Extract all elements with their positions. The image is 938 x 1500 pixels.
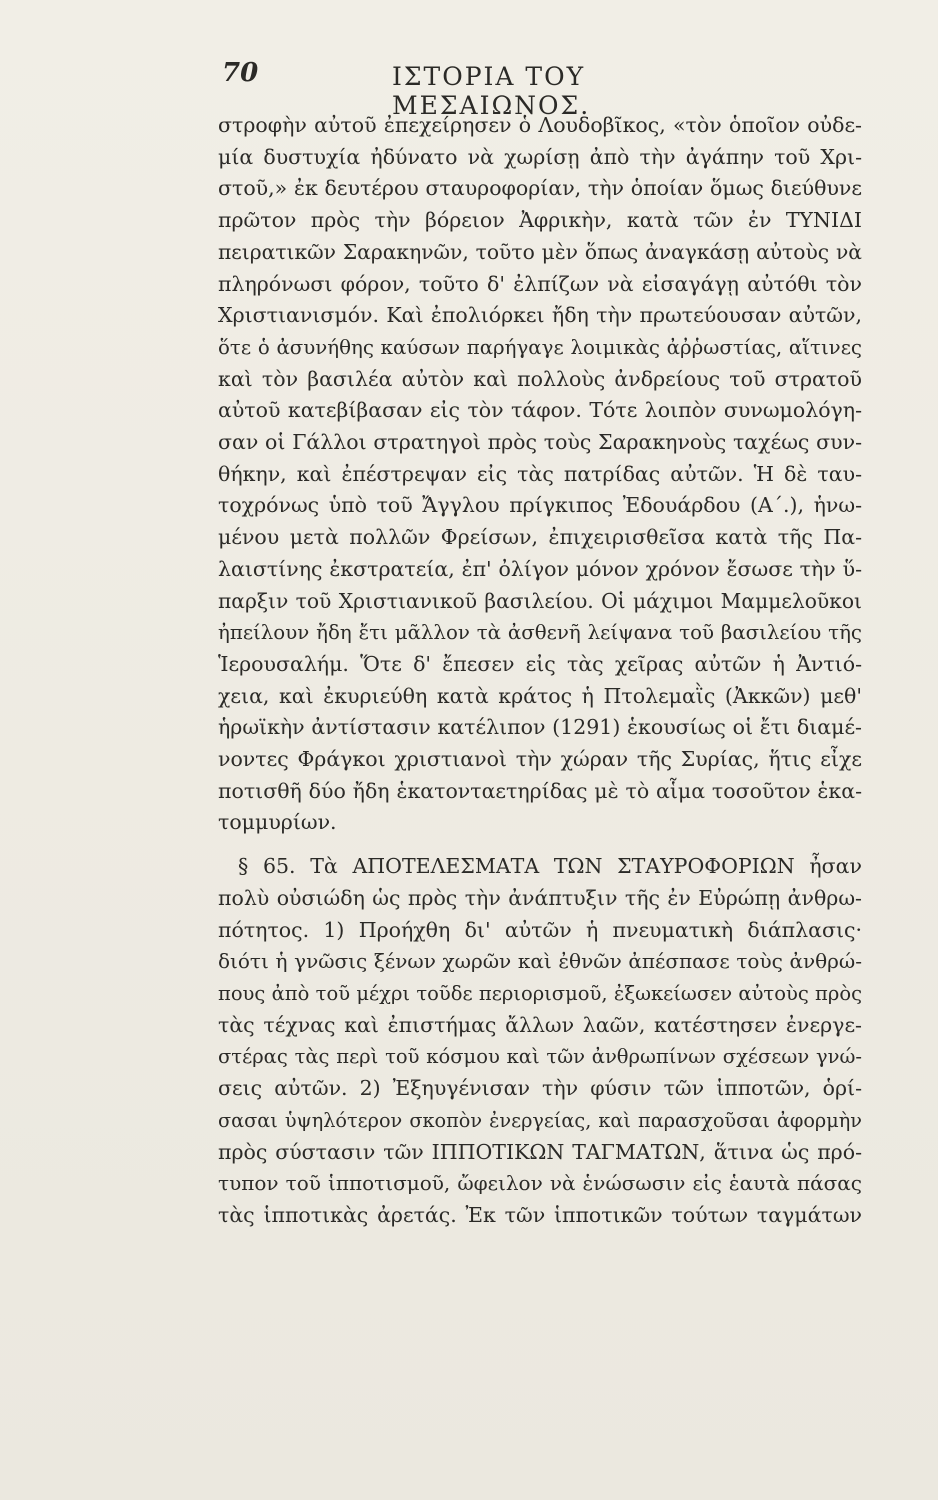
text-line: ἠπείλουν ἤδη ἔτι μᾶλλον τὰ ἀσθενῆ λείψανα τοῦ βασιλείου τῆς (218, 621, 862, 645)
text-line: παρξιν τοῦ Χριστιανικοῦ βασιλείου. Οἱ μάχιμοι Μαμμελοῦκοι (218, 588, 862, 613)
text-line: πειρατικῶν Σαρακηνῶν, τοῦτο μὲν ὅπως ἀναγκάσῃ αὐτοὺς νὰ (218, 239, 862, 264)
text-line: σαν οἱ Γάλλοι στρατηγοὶ πρὸς τοὺς Σαρακηνοὺς ταχέως συν- (218, 430, 862, 455)
text-line: νοντες Φράγκοι χριστιανοὶ τὴν χώραν τῆς Συρίας, ἥτις εἶχε (218, 747, 862, 772)
page-number: 70 (222, 58, 259, 88)
running-title: ΙΣΤΟΡΙΑ ΤΟΥ ΜΕΣΑΙΩΝΟΣ. (392, 62, 591, 120)
text-line: μένου μετὰ πολλῶν Φρείσων, ἐπιχειρισθεῖσα κατὰ τῆς Πα- (218, 525, 862, 550)
text-line: αὐτοῦ κατεβίβασαν εἰς τὸν τάφον. Τότε λοιπὸν συνωμολόγη- (218, 398, 862, 423)
paragraph-end-line: τομμυρίων. (218, 810, 337, 835)
text-line: ἡρωϊκὴν ἀντίστασιν κατέλιπον (1291) ἑκουσίως οἱ ἔτι διαμέ- (218, 715, 862, 740)
text-line: σασαι ὑψηλότερον σκοπὸν ἐνεργείας, καὶ παρασχοῦσαι ἀφορμὴν (218, 1108, 862, 1132)
text-line: θήκην, καὶ ἐπέστρεψαν εἰς τὰς πατρίδας αὐτῶν. Ἡ δὲ ταυ- (218, 461, 862, 486)
text-line: τοχρόνως ὑπὸ τοῦ Ἄγγλου πρίγκιπος Ἐδουάρδου (Α΄.), ἡνω- (218, 493, 862, 518)
text-line: ὅτε ὁ ἀσυνήθης καύσων παρήγαγε λοιμικὰς ἀῤῥωστίας, αἵτινες (218, 335, 862, 359)
body-text (218, 110, 862, 1232)
text-line: χεια, καὶ ἐκυριεύθη κατὰ κράτος ἡ Πτολεμαῒς (Ἀκκῶν) μεθ' (218, 683, 862, 708)
text-line: λαιστίνης ἐκστρατεία, ἐπ' ὀλίγον μόνον χρόνον ἔσωσε τὴν ὕ- (218, 556, 862, 581)
text-line: καὶ τὸν βασιλέα αὐτὸν καὶ πολλοὺς ἀνδρείους τοῦ στρατοῦ (218, 366, 862, 391)
page-header (222, 58, 722, 120)
text-line: Ἱερουσαλήμ. Ὅτε δ' ἔπεσεν εἰς τὰς χεῖρας αὐτῶν ἡ Ἀντιό- (218, 651, 862, 676)
text-line: πρῶτον πρὸς τὴν βόρειον Ἀφρικὴν, κατὰ τῶν ἐν ΤΥΝΙΔΙ (218, 208, 862, 233)
text-line: πότητος. 1) Προήχθη δι' αὐτῶν ἡ πνευματικὴ διάπλασις· (218, 917, 862, 942)
text-line: πληρόνωσι φόρον, τοῦτο δ' ἐλπίζων νὰ εἰσαγάγῃ αὐτόθι τὸν (218, 271, 862, 296)
text-line: πολὺ οὐσιώδη ὡς πρὸς τὴν ἀνάπτυξιν τῆς ἐν Εὐρώπῃ ἀνθρω- (218, 885, 862, 910)
text-line: τὰς τέχνας καὶ ἐπιστήμας ἄλλων λαῶν, κατέστησεν ἐνεργε- (218, 1012, 862, 1037)
text-line: μία δυστυχία ἠδύνατο νὰ χωρίσῃ ἀπὸ τὴν ἀγάπην τοῦ Χρι- (218, 144, 862, 169)
text-line: πους ἀπὸ τοῦ μέχρι τοῦδε περιορισμοῦ, ἐξωκείωσεν αὐτοὺς πρὸς (218, 981, 862, 1005)
text-line: σεις αὐτῶν. 2) Ἐξηυγένισαν τὴν φύσιν τῶν ἱπποτῶν, ὁρί- (218, 1076, 862, 1101)
text-line: τὰς ἱπποτικὰς ἀρετάς. Ἐκ τῶν ἱπποτικῶν τούτων ταγμάτων (218, 1202, 862, 1227)
text-line: στέρας τὰς περὶ τοῦ κόσμου καὶ τῶν ἀνθρωπίνων σχέσεων γνώ- (218, 1045, 862, 1069)
text-line: ποτισθῆ δύο ἤδη ἑκατονταετηρίδας μὲ τὸ αἷμα τοσοῦτον ἑκα- (218, 778, 862, 803)
text-line: διότι ἡ γνῶσις ξένων χωρῶν καὶ ἐθνῶν ἀπέσπασε τοὺς ἀνθρώ- (218, 949, 862, 974)
text-line: στοῦ,» ἐκ δευτέρου σταυροφορίαν, τὴν ὁποίαν ὅμως διεύθυνε (218, 176, 862, 201)
text-line: πρὸς σύστασιν τῶν ΙΠΠΟΤΙΚΩΝ ΤΑΓΜΑΤΩΝ, ἅτινα ὡς πρό- (218, 1139, 862, 1164)
text-line: Χριστιανισμόν. Καὶ ἐπολιόρκει ἤδη τὴν πρωτεύουσαν αὐτῶν, (218, 303, 862, 328)
text-line: τυπον τοῦ ἱπποτισμοῦ, ὤφειλον νὰ ἑνώσωσιν εἰς ἑαυτὰ πάσας (218, 1171, 862, 1196)
text-line: στροφὴν αὐτοῦ ἐπεχείρησεν ὁ Λουδοβῖκος, «τὸν ὁποῖον οὐδε- (218, 113, 862, 137)
section-heading-line: § 65. Τὰ ΑΠΟΤΕΛΕΣΜΑΤΑ ΤΩΝ ΣΤΑΥΡΟΦΟΡΙΩΝ ἦσαν (238, 854, 862, 879)
